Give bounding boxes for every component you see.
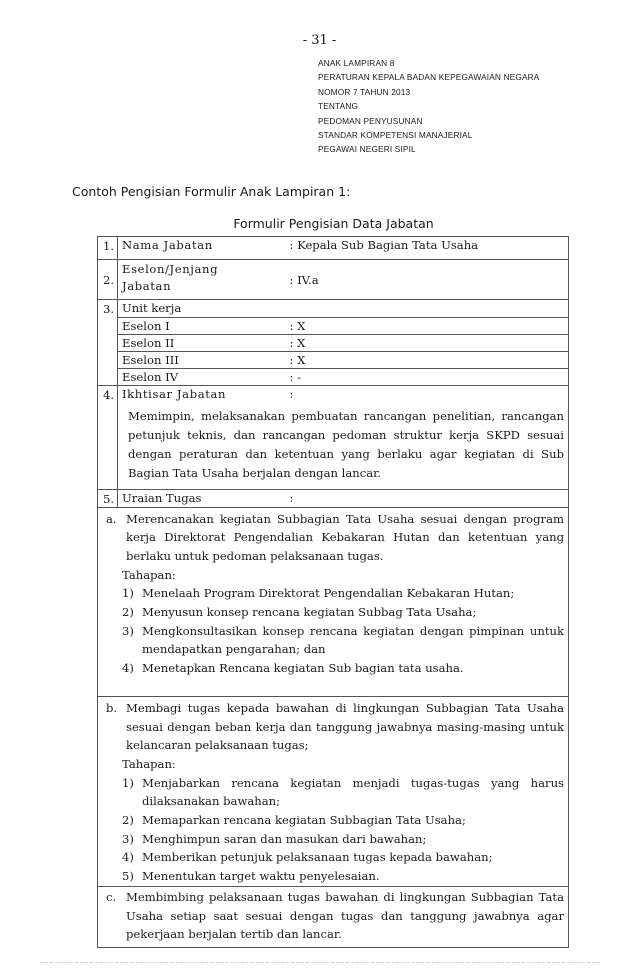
step-number: 2) bbox=[122, 813, 134, 828]
step-number: 1) bbox=[122, 775, 134, 790]
task-a bbox=[98, 507, 569, 696]
row-eselon-jenjang bbox=[98, 260, 569, 300]
task-text: Membagi tugas kepada bawahan di lingkungan Subbagian Tata Usaha sesuai dengan beban kerja dan tanggung jawabnya masing-masing untuk kelancaran pelaksanaan tugas; bbox=[126, 700, 564, 753]
eselon-label: Eselon I bbox=[118, 318, 286, 335]
header-line: TENTANG bbox=[318, 101, 359, 112]
step-number: 3) bbox=[122, 623, 134, 638]
task-step bbox=[102, 830, 564, 849]
empty-cell bbox=[98, 335, 118, 352]
step-number: 5) bbox=[122, 869, 134, 884]
tahapan-label: Tahapan: bbox=[122, 756, 176, 771]
empty-cell bbox=[98, 352, 118, 369]
job-data-form-table bbox=[97, 236, 569, 948]
task-step bbox=[102, 603, 564, 622]
header-line: PEGAWAI NEGERI SIPIL bbox=[318, 144, 416, 155]
step-text: Memaparkan rencana kegiatan Subbagian Tata Usaha; bbox=[142, 813, 466, 828]
task-step bbox=[102, 811, 564, 830]
form-title: Formulir Pengisian Data Jabatan bbox=[233, 216, 434, 231]
row-eselon-3 bbox=[98, 352, 569, 369]
task-c bbox=[98, 886, 569, 947]
eselon-value: : X bbox=[286, 335, 569, 352]
header-line: PERATURAN KEPALA BADAN KEPEGAWAIAN NEGARA bbox=[318, 72, 540, 83]
eselon-label: Eselon IV bbox=[118, 369, 286, 386]
step-number: 3) bbox=[122, 831, 134, 846]
step-text: Menelaah Program Direktorat Pengendalian Kebakaran Hutan; bbox=[142, 586, 515, 601]
page-number: - 31 - bbox=[302, 33, 337, 48]
task-step bbox=[102, 584, 564, 603]
task-step bbox=[102, 848, 564, 867]
scan-edge-line bbox=[40, 962, 600, 964]
task-step bbox=[102, 622, 564, 659]
step-number: 4) bbox=[122, 661, 134, 676]
step-text: Menjabarkan rencana kegiatan menjadi tugas-tugas yang harus dilaksanakan bawahan; bbox=[142, 775, 564, 809]
task-cell bbox=[98, 507, 569, 696]
row-number: 1. bbox=[98, 237, 118, 260]
row-number: 4. bbox=[98, 386, 118, 404]
step-number: 1) bbox=[122, 586, 134, 601]
task-cell bbox=[98, 886, 569, 947]
task-step bbox=[102, 774, 564, 811]
task-head bbox=[102, 510, 564, 566]
row-eselon-4 bbox=[98, 369, 569, 386]
row-colon: : bbox=[286, 489, 569, 507]
row-label-line: Eselon/Jenjang bbox=[122, 262, 219, 276]
empty-cell bbox=[98, 369, 118, 386]
row-colon: : bbox=[286, 386, 569, 404]
ikhtisar-text: Memimpin, melaksanakan pembuatan rancangan penelitian, rancangan petunjuk teknis, dan rancangan pedoman struktur kerja SKPD sesuai dengan peraturan dan ketentuan yang berlaku agar kegiatan di Sub Bagian Tata Usaha berjalan dengan lancar. bbox=[118, 404, 569, 490]
header-line: STANDAR KOMPETENSI MANAJERIAL bbox=[318, 130, 473, 141]
row-value: : Kepala Sub Bagian Tata Usaha bbox=[286, 237, 569, 260]
row-label-line: Jabatan bbox=[122, 279, 172, 293]
empty-cell bbox=[98, 318, 118, 335]
row-value: : IV.a bbox=[286, 260, 569, 300]
row-ikhtisar-text bbox=[98, 404, 569, 490]
task-text: Membimbing pelaksanaan tugas bawahan di lingkungan Subbagian Tata Usaha setiap saat sesuai dengan tugas dan tanggung jawabnya agar pekerjaan berjalan tertib dan lancar. bbox=[126, 889, 564, 942]
row-label: Unit kerja bbox=[118, 300, 286, 318]
step-number: 4) bbox=[122, 850, 134, 865]
task-letter: a. bbox=[106, 511, 117, 526]
example-heading: Contoh Pengisian Formulir Anak Lampiran 1: bbox=[72, 184, 351, 199]
step-text: Memberikan petunjuk pelaksanaan tugas kepada bawahan; bbox=[142, 850, 493, 865]
row-uraian-tugas bbox=[98, 489, 569, 507]
row-label: Ikhtisar Jabatan bbox=[118, 386, 286, 404]
row-eselon-1 bbox=[98, 318, 569, 335]
tahapan-label: Tahapan: bbox=[122, 567, 176, 582]
step-text: Menetapkan Rencana kegiatan Sub bagian tata usaha. bbox=[142, 661, 464, 676]
step-text: Menghimpun saran dan masukan dari bawahan; bbox=[142, 831, 427, 846]
row-number: 2. bbox=[98, 260, 118, 300]
eselon-label: Eselon III bbox=[118, 352, 286, 369]
task-b bbox=[98, 696, 569, 886]
row-label: Nama Jabatan bbox=[118, 237, 286, 260]
step-text: Menentukan target waktu penyelesaian. bbox=[142, 869, 380, 884]
row-number: 3. bbox=[98, 300, 118, 318]
row-nama-jabatan bbox=[98, 237, 569, 260]
step-number: 2) bbox=[122, 605, 134, 620]
row-label: Uraian Tugas bbox=[118, 489, 286, 507]
row-label bbox=[118, 260, 286, 300]
eselon-value: : X bbox=[286, 318, 569, 335]
header-line: NOMOR 7 TAHUN 2013 bbox=[318, 86, 411, 97]
step-text: Menyusun konsep rencana kegiatan Subbag Tata Usaha; bbox=[142, 605, 477, 620]
task-text: Merencanakan kegiatan Subbagian Tata Usaha sesuai dengan program kerja Direktorat Pengendalian Kebakaran Hutan dan ketentuan yang berlaku untuk pedoman pelaksanaan tugas. bbox=[126, 511, 564, 563]
task-letter: b. bbox=[106, 700, 118, 715]
task-head bbox=[102, 699, 564, 755]
eselon-value: : X bbox=[286, 352, 569, 369]
row-eselon-2 bbox=[98, 335, 569, 352]
row-ikhtisar-jabatan bbox=[98, 386, 569, 404]
empty-cell bbox=[98, 404, 118, 490]
header-line: PEDOMAN PENYUSUNAN bbox=[318, 115, 423, 126]
eselon-label: Eselon II bbox=[118, 335, 286, 352]
task-letter: c. bbox=[106, 889, 117, 904]
row-number: 5. bbox=[98, 489, 118, 507]
task-step bbox=[102, 659, 564, 678]
document-header bbox=[318, 56, 539, 157]
empty-cell bbox=[286, 300, 569, 318]
row-unit-kerja bbox=[98, 300, 569, 318]
task-cell bbox=[98, 696, 569, 886]
step-text: Mengkonsultasikan konsep rencana kegiatan dengan pimpinan untuk mendapatkan pengarahan; dan bbox=[142, 623, 564, 657]
task-head bbox=[102, 888, 564, 944]
eselon-value: : - bbox=[286, 369, 569, 386]
task-step bbox=[102, 867, 564, 886]
header-line: ANAK LAMPIRAN 8 bbox=[318, 58, 395, 68]
